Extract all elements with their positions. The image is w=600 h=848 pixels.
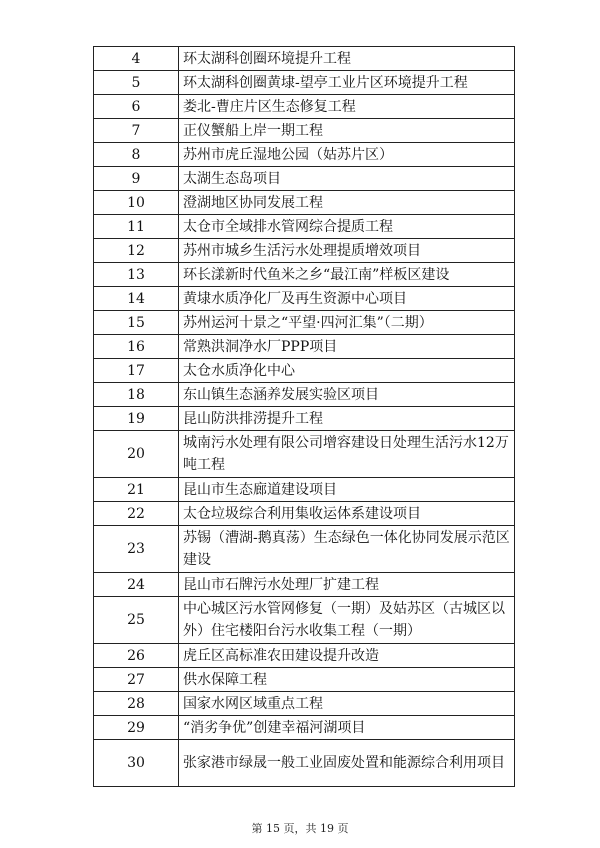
project-name: 国家水网区域重点工程	[179, 692, 515, 716]
project-name: “消劣争优”创建幸福河湖项目	[179, 716, 515, 740]
row-number: 11	[94, 215, 179, 239]
row-number: 4	[94, 47, 179, 71]
project-table-body	[94, 47, 515, 787]
project-name: 昆山防洪排涝提升工程	[179, 407, 515, 431]
table-row	[94, 359, 515, 383]
project-name: 太仓垃圾综合利用集收运体系建设项目	[179, 502, 515, 526]
row-number: 9	[94, 167, 179, 191]
row-number: 23	[94, 526, 179, 573]
row-number: 25	[94, 597, 179, 644]
project-name: 昆山市生态廊道建设项目	[179, 478, 515, 502]
row-number: 28	[94, 692, 179, 716]
table-row	[94, 597, 515, 644]
project-name: 东山镇生态涵养发展实验区项目	[179, 383, 515, 407]
table-row	[94, 573, 515, 597]
table-row	[94, 287, 515, 311]
row-number: 5	[94, 71, 179, 95]
row-number: 22	[94, 502, 179, 526]
project-name: 苏州市城乡生活污水处理提质增效项目	[179, 239, 515, 263]
row-number: 27	[94, 668, 179, 692]
project-name: 中心城区污水管网修复（一期）及姑苏区（古城区以外）住宅楼阳台污水收集工程（一期）	[179, 597, 515, 644]
project-name: 正仪蟹船上岸一期工程	[179, 119, 515, 143]
table-row	[94, 407, 515, 431]
document-sheet	[93, 46, 515, 787]
table-row	[94, 95, 515, 119]
project-name: 常熟洪洞净水厂PPP项目	[179, 335, 515, 359]
table-row	[94, 215, 515, 239]
project-name: 供水保障工程	[179, 668, 515, 692]
row-number: 29	[94, 716, 179, 740]
project-name: 虎丘区高标准农田建设提升改造	[179, 644, 515, 668]
project-name: 环长漾新时代鱼米之乡“最江南”样板区建设	[179, 263, 515, 287]
table-row	[94, 502, 515, 526]
row-number: 16	[94, 335, 179, 359]
row-number: 18	[94, 383, 179, 407]
table-row	[94, 47, 515, 71]
table-row	[94, 191, 515, 215]
project-name: 太仓市全域排水管网综合提质工程	[179, 215, 515, 239]
table-row	[94, 644, 515, 668]
project-name: 苏州市虎丘湿地公园（姑苏片区）	[179, 143, 515, 167]
table-row	[94, 119, 515, 143]
project-name: 昆山市石牌污水处理厂扩建工程	[179, 573, 515, 597]
row-number: 8	[94, 143, 179, 167]
row-number: 19	[94, 407, 179, 431]
row-number: 20	[94, 431, 179, 478]
table-row	[94, 311, 515, 335]
table-row	[94, 478, 515, 502]
table-row	[94, 668, 515, 692]
project-name: 太湖生态岛项目	[179, 167, 515, 191]
table-row	[94, 383, 515, 407]
project-name: 澄湖地区协同发展工程	[179, 191, 515, 215]
table-row	[94, 716, 515, 740]
row-number: 14	[94, 287, 179, 311]
table-row	[94, 335, 515, 359]
row-number: 26	[94, 644, 179, 668]
row-number: 24	[94, 573, 179, 597]
table-row	[94, 692, 515, 716]
project-name: 张家港市绿晟一般工业固废处置和能源综合利用项目	[179, 740, 515, 787]
row-number: 10	[94, 191, 179, 215]
row-number: 17	[94, 359, 179, 383]
project-name: 娄北-曹庄片区生态修复工程	[179, 95, 515, 119]
table-row	[94, 71, 515, 95]
row-number: 15	[94, 311, 179, 335]
row-number: 12	[94, 239, 179, 263]
table-row	[94, 431, 515, 478]
project-name: 黄埭水质净化厂及再生资源中心项目	[179, 287, 515, 311]
row-number: 30	[94, 740, 179, 787]
table-row	[94, 143, 515, 167]
table-row	[94, 239, 515, 263]
project-name: 城南污水处理有限公司增容建设日处理生活污水12万吨工程	[179, 431, 515, 478]
project-table	[93, 46, 515, 787]
project-name: 苏锡（漕湖-鹅真荡）生态绿色一体化协同发展示范区建设	[179, 526, 515, 573]
table-row	[94, 263, 515, 287]
project-name: 环太湖科创圈黄埭-望亭工业片区环境提升工程	[179, 71, 515, 95]
row-number: 21	[94, 478, 179, 502]
row-number: 13	[94, 263, 179, 287]
project-name: 太仓水质净化中心	[179, 359, 515, 383]
table-row	[94, 526, 515, 573]
project-name: 环太湖科创圈环境提升工程	[179, 47, 515, 71]
project-name: 苏州运河十景之“平望·四河汇集”（二期）	[179, 311, 515, 335]
row-number: 7	[94, 119, 179, 143]
table-row	[94, 167, 515, 191]
page-footer: 第 15 页，共 19 页	[251, 822, 349, 835]
row-number: 6	[94, 95, 179, 119]
table-row	[94, 740, 515, 787]
